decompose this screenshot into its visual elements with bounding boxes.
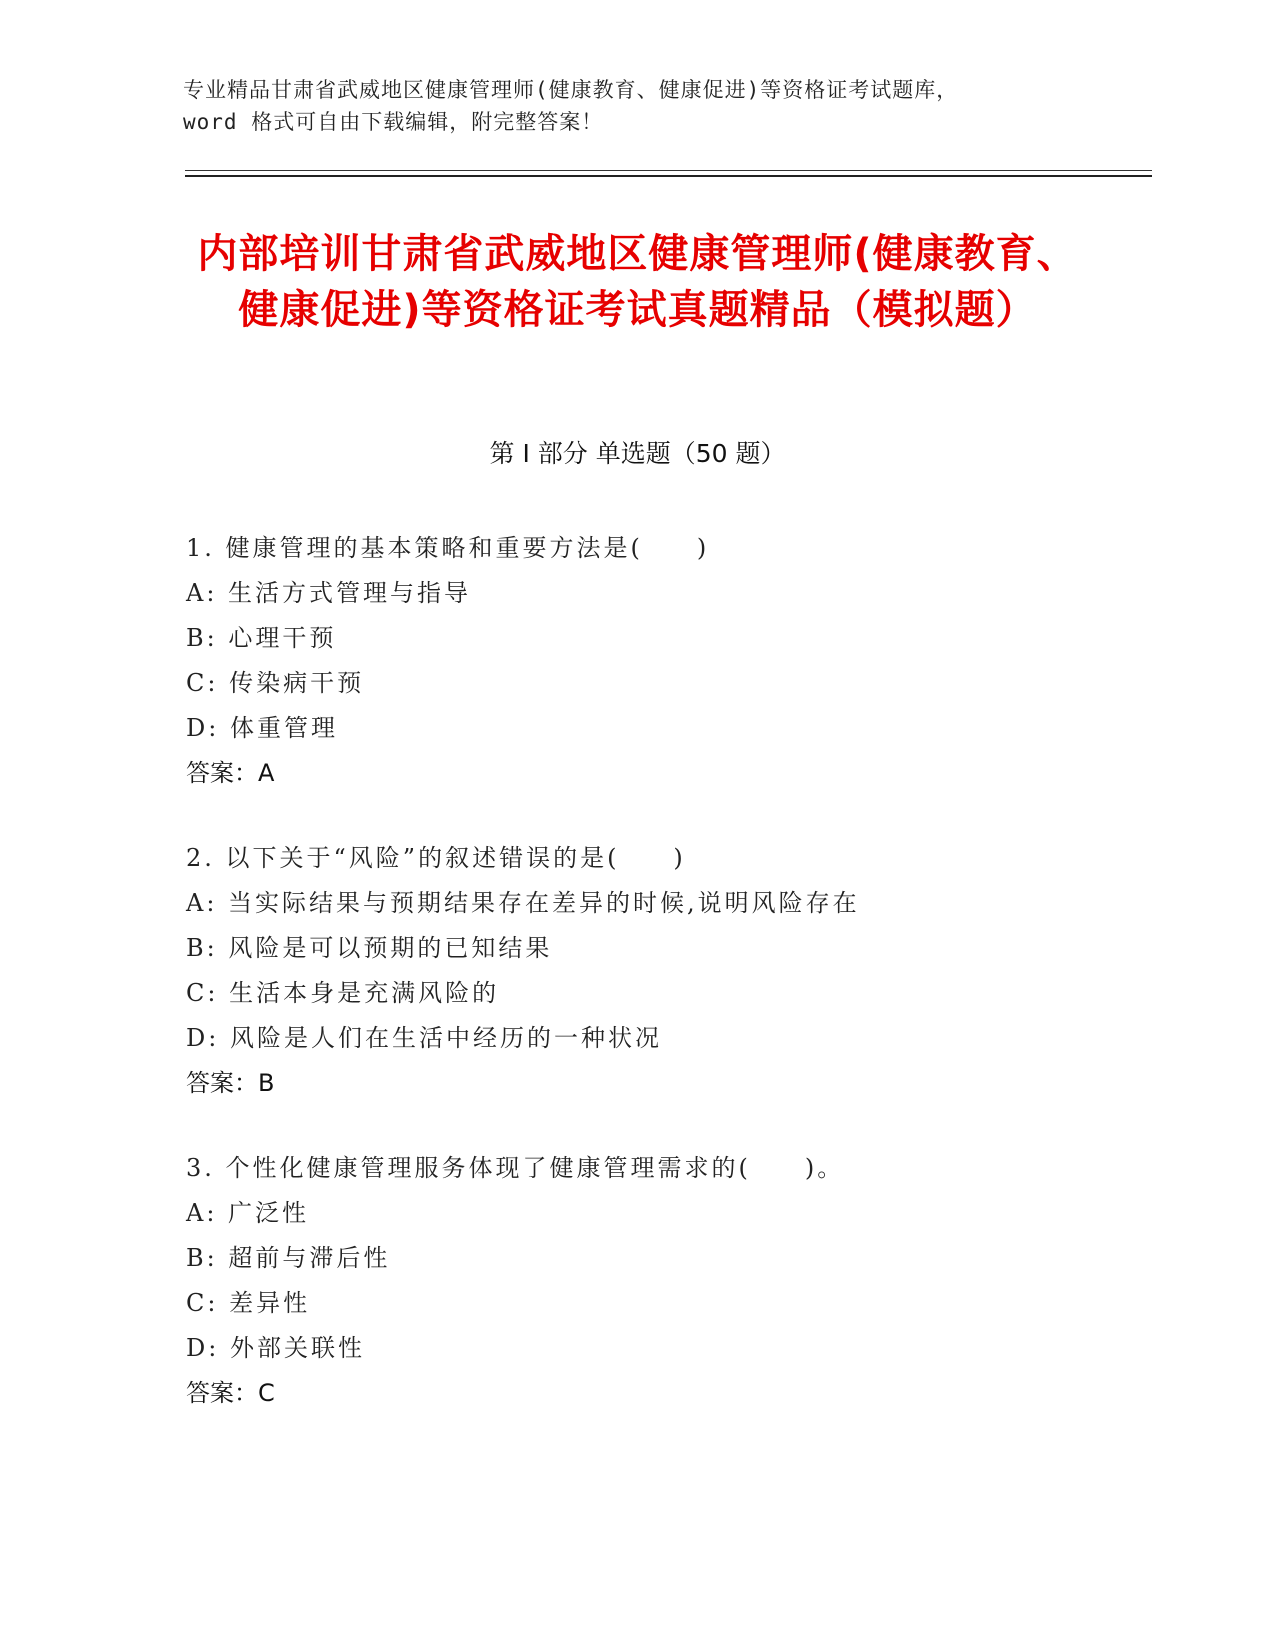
option-c: C: 传染病干预	[186, 669, 365, 697]
section-title: 第 I 部分 单选题（50 题）	[489, 439, 786, 468]
question-stem: 3. 个性化健康管理服务体现了健康管理需求的( )。	[186, 1154, 845, 1182]
question-stem: 2. 以下关于“风险”的叙述错误的是( )	[186, 844, 686, 872]
option-c: C: 差异性	[186, 1289, 311, 1317]
header-divider-thick	[185, 175, 1152, 177]
option-b: B: 超前与滞后性	[186, 1244, 391, 1272]
header-divider-thin	[185, 170, 1152, 171]
question-item	[186, 526, 1106, 796]
question-item	[186, 1146, 1106, 1416]
option-d: D: 风险是人们在生活中经历的一种状况	[186, 1024, 662, 1052]
header-note-line-2: word 格式可自由下载编辑，附完整答案！	[183, 110, 604, 134]
option-b: B: 风险是可以预期的已知结果	[186, 934, 553, 962]
answer-line: 答案：B	[186, 1069, 275, 1097]
answer-line: 答案：C	[186, 1379, 275, 1407]
document-title: 内部培训甘肃省武威地区健康管理师(健康教育、健康促进)等资格证考试真题精品（模拟题）	[197, 231, 1078, 333]
header-note-line-1: 专业精品甘肃省武威地区健康管理师(健康教育、健康促进)等资格证考试题库，	[183, 78, 959, 102]
header-note	[183, 74, 1083, 138]
option-c: C: 生活本身是充满风险的	[186, 979, 500, 1007]
option-a: A: 生活方式管理与指导	[186, 579, 472, 607]
question-stem: 1. 健康管理的基本策略和重要方法是( )	[186, 534, 710, 562]
answer-line: 答案：A	[186, 759, 275, 787]
option-b: B: 心理干预	[186, 624, 337, 652]
option-d: D: 体重管理	[186, 714, 338, 742]
question-list	[186, 526, 1106, 1456]
option-a: A: 广泛性	[186, 1199, 310, 1227]
question-item	[186, 836, 1106, 1106]
option-a: A: 当实际结果与预期结果存在差异的时候,说明风险存在	[186, 889, 860, 917]
option-d: D: 外部关联性	[186, 1334, 365, 1362]
